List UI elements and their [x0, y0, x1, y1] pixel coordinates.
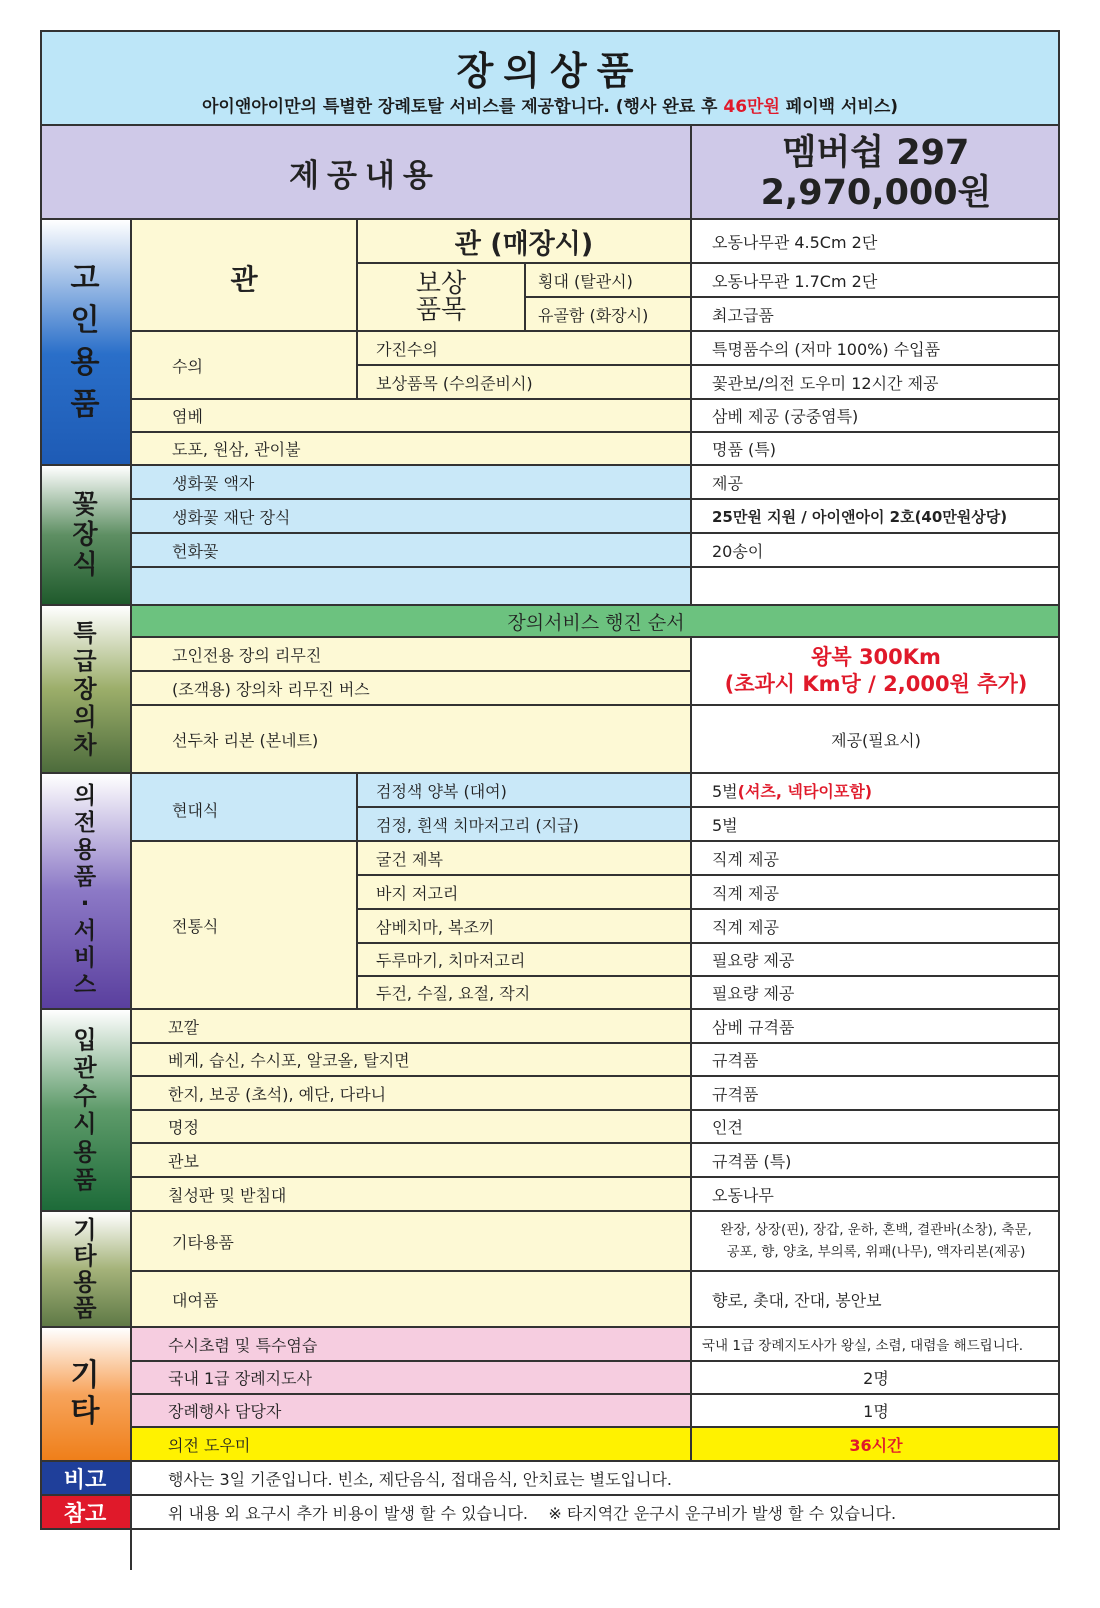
section-bigo-label: 비고 [63, 1467, 107, 1493]
goin-bosang-suui: 보상품목 (수의준비시) [358, 366, 692, 400]
clothes-t4-value: 필요량 제공 [692, 944, 1060, 977]
clothes-t4: 두루마기, 치마저고리 [358, 944, 692, 977]
ipgwan-r4: 명정 [132, 1111, 692, 1144]
etc-r4: 의전 도우미 [132, 1428, 692, 1462]
section-etc-goods [40, 1212, 132, 1328]
flower-r1-value: 제공 [692, 466, 1060, 500]
title-block [40, 30, 1060, 126]
etc-r3: 장례행사 담당자 [132, 1395, 692, 1428]
goin-bosang-suui-value: 꽃관보/의전 도우미 12시간 제공 [692, 366, 1060, 400]
ipgwan-r6: 칠성판 및 받침대 [132, 1178, 692, 1212]
goin-bosang: 보상 품목 [358, 264, 526, 332]
ipgwan-r3: 한지, 보공 (초석), 예단, 다라니 [132, 1077, 692, 1111]
section-car [40, 606, 132, 774]
goin-gajin: 가진수의 [358, 332, 692, 366]
clothes-m2: 검정, 흰색 치마저고리 (지급) [358, 808, 692, 842]
note-bigo: 행사는 3일 기준입니다. 빈소, 제단음식, 접대음식, 안치료는 별도입니다. [132, 1462, 1060, 1496]
clothes-m1-count: 5벌 [712, 781, 738, 801]
section-goin-label: 고인용품 [70, 261, 100, 422]
ipgwan-r3-value: 규격품 [692, 1077, 1060, 1111]
clothes-trad: 전통식 [132, 842, 358, 1010]
clothes-t3-value: 직계 제공 [692, 910, 1060, 944]
ipgwan-r4-value: 인견 [692, 1111, 1060, 1144]
etc-r4-value: 36시간 [692, 1428, 1060, 1462]
etc-goods-r2-value: 향로, 촛대, 잔대, 봉안보 [692, 1272, 1060, 1328]
subtitle-text: 아이앤아이만의 특별한 장례토탈 서비스를 제공합니다. (행사 완료 후 [201, 97, 724, 117]
car-banner: 장의서비스 행진 순서 [132, 606, 1060, 638]
header-membership [692, 126, 1060, 220]
goin-suui: 수의 [132, 332, 358, 400]
flower-r3-value: 20송이 [692, 534, 1060, 568]
clothes-modern: 현대식 [132, 774, 358, 842]
flower-r3: 헌화꽃 [132, 534, 692, 568]
section-etc-goods-label: 기타용품 [73, 1216, 97, 1322]
clothes-t1: 굴건 제복 [358, 842, 692, 876]
goin-gwan-maejang: 관 (매장시) [358, 220, 692, 264]
ipgwan-r6-value: 오동나무 [692, 1178, 1060, 1212]
subtitle-payback-amount: 46만원 [723, 97, 780, 117]
clothes-t2-value: 직계 제공 [692, 876, 1060, 910]
section-etc-label: 기타 [70, 1358, 100, 1429]
clothes-t1-value: 직계 제공 [692, 842, 1060, 876]
car-distance: 왕복 300Km [811, 645, 941, 669]
section-clothes [40, 774, 132, 1010]
goin-yeombe: 염베 [132, 400, 692, 433]
etc-r3-value: 1명 [692, 1395, 1060, 1428]
section-flower-label: 꽃장식 [72, 490, 98, 580]
membership-name: 멤버쉽 297 [782, 133, 970, 173]
section-car-label: 특급장의차 [73, 619, 97, 759]
etc-goods-r2: 대여품 [132, 1272, 692, 1328]
membership-price: 2,970,000원 [760, 173, 992, 213]
ipgwan-r2-value: 규격품 [692, 1044, 1060, 1077]
car-r3-value: 제공(필요시) [692, 706, 1060, 774]
page-title: 장의상품 [456, 49, 644, 93]
clothes-m2-value: 5벌 [692, 808, 1060, 842]
clothes-m1-value [692, 774, 1060, 808]
goin-yugolham-value: 최고급품 [692, 298, 1060, 332]
car-r3: 선두차 리본 (본네트) [132, 706, 692, 774]
note-chamgo: 위 내용 외 요구시 추가 비용이 발생 할 수 있습니다. ※ 타지역간 운구시 운구비가 발생 할 수 있습니다. [132, 1496, 1060, 1530]
car-extra-fee: (초과시 Km당 / 2,000원 추가) [724, 672, 1028, 696]
section-clothes-label: 의전용품·서비스 [73, 783, 97, 998]
goin-yugolham: 유골함 (화장시) [526, 298, 692, 332]
flower-r2-value: 25만원 지원 / 아이앤아이 2호(40만원상당) [692, 500, 1060, 534]
clothes-t3: 삼베치마, 복조끼 [358, 910, 692, 944]
goin-gajin-value: 특명품수의 (저마 100%) 수입품 [692, 332, 1060, 366]
section-flower [40, 466, 132, 606]
section-bigo [40, 1462, 132, 1496]
goin-dopo-value: 명품 (특) [692, 433, 1060, 466]
section-ipgwan [40, 1010, 132, 1212]
section-etc [40, 1328, 132, 1462]
header-content-label: 제공내용 [40, 126, 692, 220]
subtitle-text-end: 페이백 서비스) [779, 97, 899, 117]
etc-goods-r1-value [692, 1212, 1060, 1272]
page-subtitle [40, 92, 1060, 117]
section-chamgo-label: 참고 [63, 1501, 107, 1527]
ipgwan-r2: 베게, 습신, 수시포, 알코올, 탈지면 [132, 1044, 692, 1077]
etc-r2: 국내 1급 장례지도사 [132, 1362, 692, 1395]
clothes-t5: 두건, 수질, 요절, 작지 [358, 977, 692, 1010]
goin-hoengdae-value: 오동나무관 1.7Cm 2단 [692, 264, 1060, 298]
etc-r1: 수시초렴 및 특수염습 [132, 1328, 692, 1362]
flower-empty [132, 568, 692, 606]
ipgwan-r5-value: 규격품 (특) [692, 1144, 1060, 1178]
car-r1: 고인전용 장의 리무진 [132, 638, 692, 672]
goin-gwan: 관 [132, 220, 358, 332]
clothes-m1: 검정색 양복 (대여) [358, 774, 692, 808]
clothes-m1-note: (셔츠, 넥타이포함) [737, 781, 873, 801]
goin-gwan-maejang-value: 오동나무관 4.5Cm 2단 [692, 220, 1060, 264]
car-r2: (조객용) 장의차 리무진 버스 [132, 672, 692, 706]
section-goin [40, 220, 132, 466]
goin-yeombe-value: 삼베 제공 (궁중염특) [692, 400, 1060, 433]
goin-hoengdae: 횡대 (탈관시) [526, 264, 692, 298]
goin-dopo: 도포, 원삼, 관이불 [132, 433, 692, 466]
car-r12-value [692, 638, 1060, 706]
section-ipgwan-label: 입관수시용품 [73, 1026, 97, 1194]
etc-goods-r1: 기타용품 [132, 1212, 692, 1272]
flower-r2: 생화꽃 재단 장식 [132, 500, 692, 534]
flower-empty-value [692, 568, 1060, 606]
clothes-t5-value: 필요량 제공 [692, 977, 1060, 1010]
flower-r1: 생화꽃 액자 [132, 466, 692, 500]
ipgwan-r1: 꼬깔 [132, 1010, 692, 1044]
etc-r1-value: 국내 1급 장례지도사가 왕실, 소렴, 대렴을 해드립니다. [692, 1328, 1060, 1362]
ipgwan-r5: 관보 [132, 1144, 692, 1178]
ipgwan-r1-value: 삼베 규격품 [692, 1010, 1060, 1044]
clothes-t2: 바지 저고리 [358, 876, 692, 910]
etc-goods-r1-line2: 공포, 향, 양초, 부의록, 위패(나무), 액자리본(제공) [726, 1244, 1026, 1260]
etc-goods-r1-line1: 완장, 상장(핀), 장갑, 운하, 혼백, 결관바(소창), 축문, [720, 1222, 1032, 1238]
section-chamgo [40, 1496, 130, 1530]
section-chamgo-cell [40, 1496, 132, 1570]
etc-r2-value: 2명 [692, 1362, 1060, 1395]
